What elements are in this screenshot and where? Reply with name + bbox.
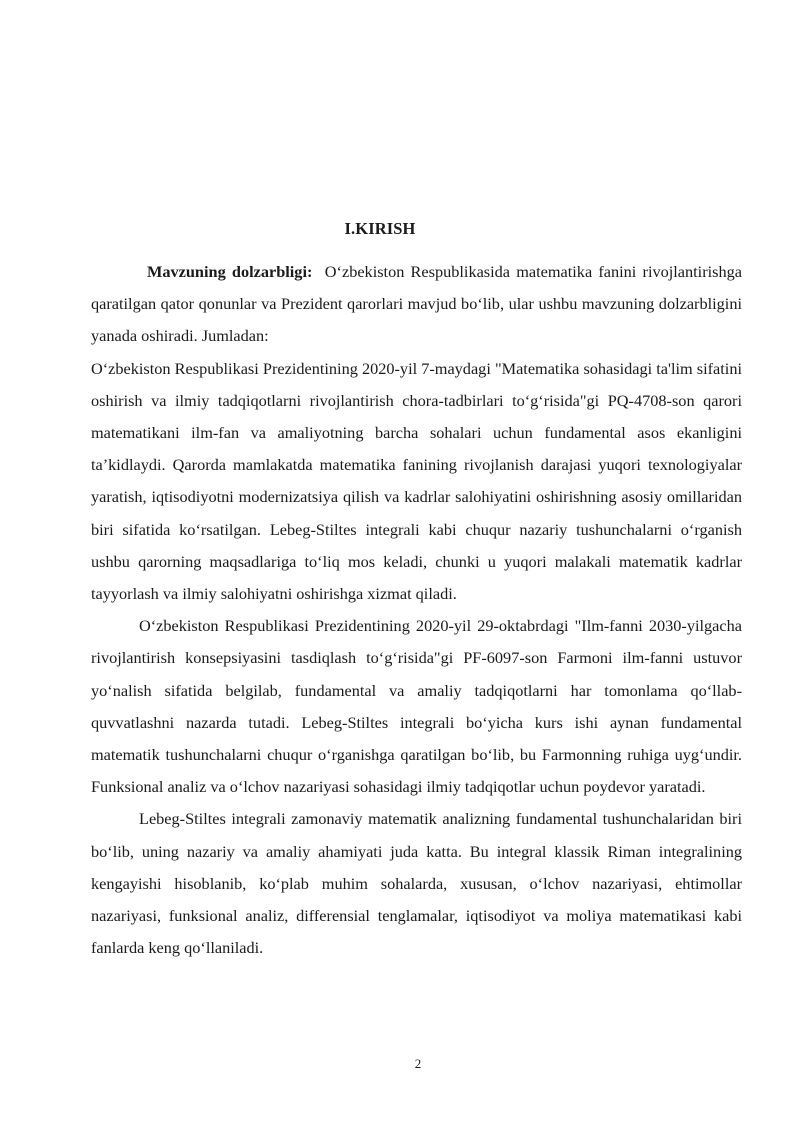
body-text	[91, 256, 747, 964]
section-heading: I.KIRISH	[344, 219, 416, 238]
paragraph-relevance	[91, 256, 747, 353]
paragraph-decree-pq4708: O‘zbekiston Respublikasi Prezidentining 2020-yil 7-maydagi "Matematika sohasidagi ta'lim sifatini oshirish va ilmiy tadqiqotlarni rivojlantirish chora-tadbirlari to‘g‘risida"gi PQ-4708-son qarori matematikani ilm-fan va amaliyotning barcha sohalari uchun fundamental asos ekanligini ta’kidlaydi. Qarorda mamlakatda matematika fanining rivojlanish darajasi yuqori texnologiyalar yaratish, iqtisodiyotni modernizatsiya qilish va kadrlar salohiyatini oshirishning asosiy omillaridan biri sifatida ko‘rsatilgan. Lebeg-Stiltes integrali kabi chuqur nazariy tushunchalarni o‘rganish ushbu qarorning maqsadlariga to‘liq mos keladi, chunki u yuqori malakali matematik kadrlar tayyorlash va ilmiy salohiyatni oshirishga xizmat qiladi.	[91, 358, 742, 604]
paragraph-lead: Mavzuning dolzarbligi:	[147, 262, 313, 281]
paragraph-lebesgue-stieltjes: Lebeg-Stiltes integrali zamonaviy matematik analizning fundamental tushunchalaridan biri bo‘lib, uning nazariy va amaliy ahamiyati juda katta. Bu integral klassik Riman integralining kengayishi hisoblanib, ko‘plab muhim sohalarda, xususan, o‘lchov nazariyasi, ehtimollar nazariyasi, funksional analiz, differensial tenglamalar, iqtisodiyot va moliya matematikasi kabi fanlarda keng qo‘llaniladi.	[91, 809, 742, 958]
paragraph-relevance-text: O‘zbekiston Respublikasida matematika fanini rivojlantirishga qaratilgan qator qonunlar va Prezident qarorlari mavjud bo‘lib, ular ushbu mavzuning dolzarbligini yanada oshiradi. Jumladan:	[91, 262, 747, 346]
page-number: 2	[414, 1056, 422, 1071]
paragraph-decree-pf6097: O‘zbekiston Respublikasi Prezidentining 2020-yil 29-oktabrdagi "Ilm-fanni 2030-yilgacha rivojlantirish konsepsiyasini tasdiqlash to‘g‘risida"gi PF-6097-son Farmoni ilm-fanni ustuvor yo‘nalish sifatida belgilab, fundamental va amaliy tadqiqotlarni har tomonlama qo‘llab-quvvatlashni nazarda tutadi. Lebeg-Stiltes integrali bo‘yicha kurs ishi aynan fundamental matematik tushunchalarni chuqur o‘rganishga qaratilgan bo‘lib, bu Farmonning ruhiga uyg‘undir. Funksional analiz va o‘lchov nazariyasi sohasidagi ilmiy tadqiqotlar uchun poydevor yaratadi.	[91, 616, 742, 797]
